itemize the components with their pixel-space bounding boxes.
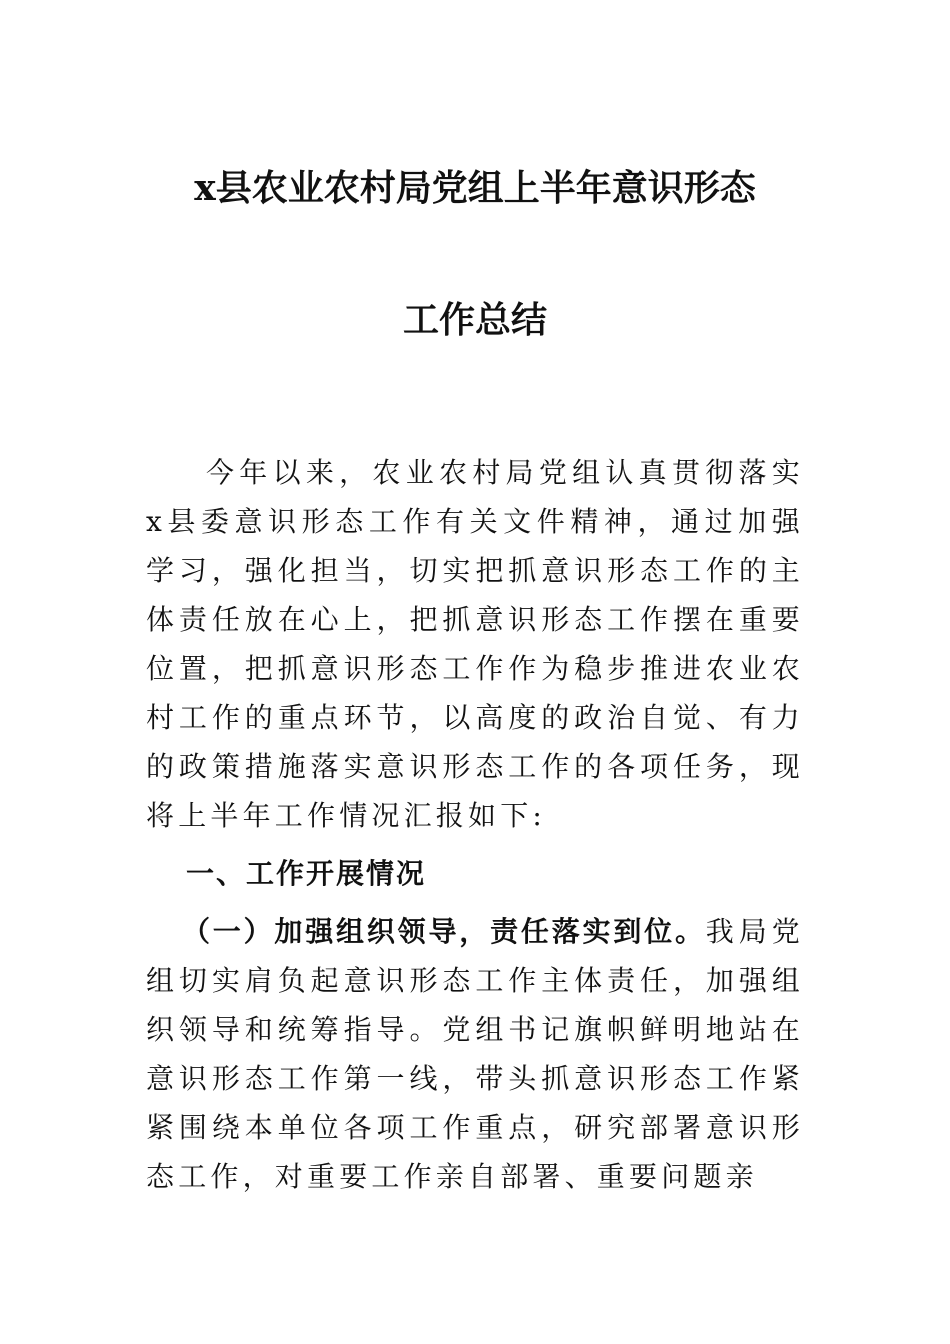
section-heading-1: 一、工作开展情况 <box>186 857 427 890</box>
subsection-body-1: 我局党组切实肩负起意识形态工作主体责任，加强组织领导和统筹指导。党组书记旗帜鲜明地站在意识形态工作第一线，带头抓意识形态工作紧紧围绕本单位各项工作重点，研究部署意识形态工作，对重要工作亲自部署、重要问题亲 <box>146 915 804 1193</box>
document-title-line-1: x县农业农村局党组上半年意识形态 <box>194 167 756 209</box>
subsection-paragraph-1 <box>146 907 804 1201</box>
document-body <box>146 448 804 1201</box>
subsection-heading-1: （一）加强组织领导，责任落实到位。 <box>182 915 706 948</box>
intro-paragraph: 今年以来，农业农村局党组认真贯彻落实x县委意识形态工作有关文件精神，通过加强学习，强化担当，切实把抓意识形态工作的主体责任放在心上，把抓意识形态工作摆在重要位置，把抓意识形态工作作为稳步推进农业农村工作的重点环节，以高度的政治自觉、有力的政策措施落实意识形态工作的各项任务，现将上半年工作情况汇报如下: <box>146 456 804 832</box>
document-title-line-2: 工作总结 <box>402 299 547 341</box>
